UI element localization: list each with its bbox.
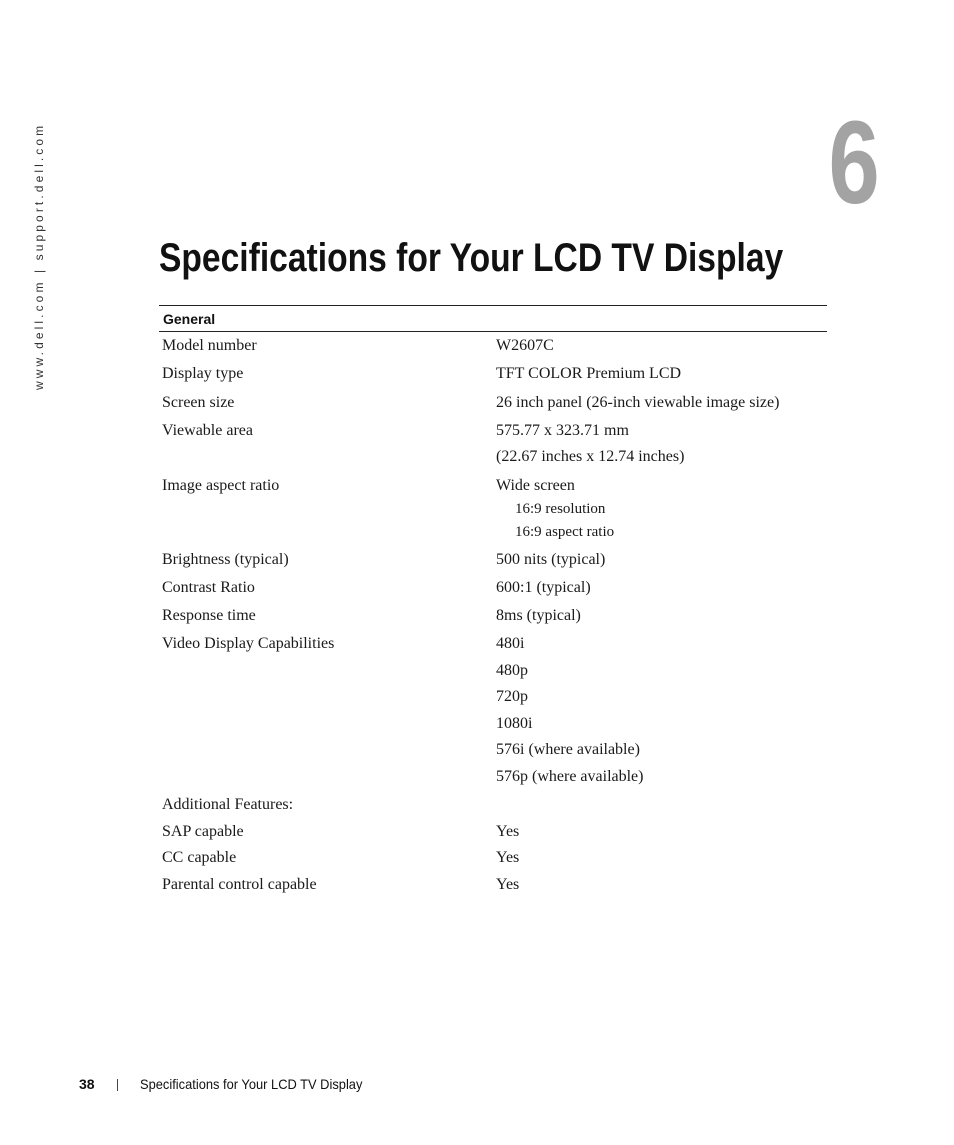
spec-label: Response time <box>162 607 256 624</box>
spec-value: 480i <box>496 635 525 652</box>
spec-value: 8ms (typical) <box>496 607 581 624</box>
spec-value: 720p <box>496 688 528 705</box>
spec-value: 576i (where available) <box>496 741 640 758</box>
spec-label: Screen size <box>162 394 235 411</box>
spec-value: (22.67 inches x 12.74 inches) <box>496 448 685 465</box>
spec-label: Display type <box>162 365 244 382</box>
spec-label: Viewable area <box>162 422 253 439</box>
spec-value: 480p <box>496 662 528 679</box>
spec-rows <box>159 332 827 912</box>
spec-value: 26 inch panel (26-inch viewable image size) <box>496 394 780 411</box>
spec-subvalue: 16:9 resolution <box>515 501 606 517</box>
spec-value: 1080i <box>496 715 533 732</box>
side-url: www.dell.com | support.dell.com <box>32 122 46 390</box>
footer-title: Specifications for Your LCD TV Display <box>139 1076 362 1092</box>
spec-label: Parental control capable <box>162 876 317 893</box>
spec-label: CC capable <box>162 849 237 866</box>
spec-value: TFT COLOR Premium LCD <box>496 365 682 382</box>
spec-value: 600:1 (typical) <box>496 579 591 596</box>
spec-table <box>159 305 827 912</box>
spec-value: 575.77 x 323.71 mm <box>496 422 629 439</box>
page-title: Specifications for Your LCD TV Display <box>159 236 784 280</box>
spec-value: Yes <box>496 876 520 893</box>
spec-value: 576p (where available) <box>496 768 644 785</box>
spec-label: Contrast Ratio <box>162 579 255 596</box>
spec-value: Yes <box>496 849 520 866</box>
spec-label: Video Display Capabilities <box>162 635 335 652</box>
spec-label: Image aspect ratio <box>162 477 280 494</box>
page-footer <box>79 1076 381 1092</box>
chapter-number: 6 <box>828 97 880 229</box>
spec-label: Additional Features: <box>162 796 294 813</box>
spec-value: Yes <box>496 823 520 840</box>
spec-value: W2607C <box>496 337 554 354</box>
spec-value: Wide screen <box>496 477 575 494</box>
spec-label: Brightness (typical) <box>162 551 289 568</box>
section-header: General <box>159 305 827 332</box>
footer-divider <box>117 1079 118 1091</box>
spec-label: SAP capable <box>162 823 244 840</box>
spec-label: Model number <box>162 337 257 354</box>
spec-value: 500 nits (typical) <box>496 551 606 568</box>
page-number: 38 <box>79 1076 95 1092</box>
spec-subvalue: 16:9 aspect ratio <box>515 524 615 540</box>
